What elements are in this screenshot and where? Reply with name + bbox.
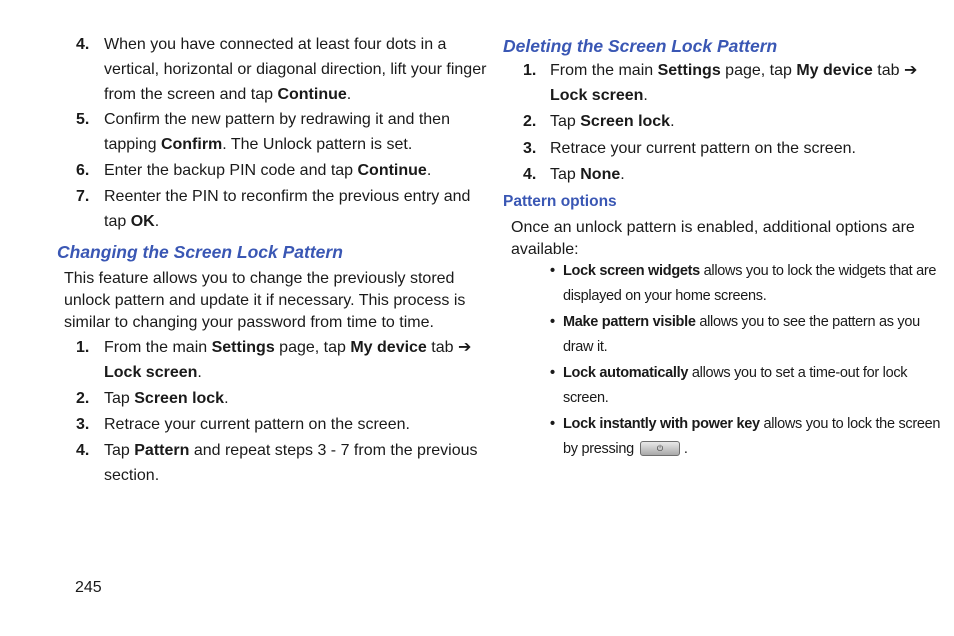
step-number: 5. xyxy=(76,111,90,128)
step-number: 4. xyxy=(76,36,90,53)
paragraph-line: similar to changing your password from time to time. xyxy=(64,314,434,331)
bold-term: Lock screen xyxy=(104,364,198,381)
text-run: allows you to set a time-out for lock xyxy=(688,365,908,381)
text-run: . xyxy=(620,166,625,183)
bold-term: Make pattern visible xyxy=(563,314,696,330)
step-text-line xyxy=(550,136,856,161)
step-number: 1. xyxy=(523,62,537,79)
bold-term: OK xyxy=(130,213,155,230)
step-number: 3. xyxy=(76,416,90,433)
text-run: . xyxy=(670,113,675,130)
text-run: tab ➔ xyxy=(872,62,918,79)
step-text-line xyxy=(550,109,675,134)
bold-term: My device xyxy=(350,339,427,356)
text-run: tab ➔ xyxy=(426,339,472,356)
bullet-icon: • xyxy=(550,314,555,330)
option-text-line xyxy=(563,361,907,386)
step-text-line xyxy=(104,209,159,234)
text-run: displayed on your home screens. xyxy=(563,288,767,304)
changing-pattern-heading: Changing the Screen Lock Pattern xyxy=(57,242,343,262)
step-text-line xyxy=(550,162,625,187)
step-number: 2. xyxy=(523,113,537,130)
text-run: From the main xyxy=(104,339,212,356)
text-run: screen. xyxy=(563,390,609,406)
text-run: page, tap xyxy=(274,339,351,356)
text-run: Tap xyxy=(550,166,581,183)
text-run: allows you to lock the widgets that are xyxy=(699,263,937,279)
text-run: Retrace your current pattern on the screen. xyxy=(104,416,410,433)
option-text-line xyxy=(563,386,608,411)
option-text-line xyxy=(563,437,688,462)
text-run: Reenter the PIN to reconfirm the previous entry and xyxy=(104,188,471,205)
bullet-icon: • xyxy=(550,365,555,381)
bold-term: My device xyxy=(796,62,873,79)
power-symbol-icon: ⏻ xyxy=(656,443,663,453)
paragraph-line: available: xyxy=(511,241,579,258)
text-run: and repeat steps 3 - 7 from the previous xyxy=(189,442,478,459)
text-run: . xyxy=(346,86,352,103)
text-run: . xyxy=(643,87,648,104)
bold-term: Screen lock xyxy=(580,113,671,130)
option-text-line xyxy=(563,284,767,309)
step-number: 2. xyxy=(76,390,90,407)
text-run: page, tap xyxy=(720,62,797,79)
paragraph-line: This feature allows you to change the previously stored xyxy=(64,270,455,287)
step-text-line xyxy=(104,412,410,437)
step-text-line xyxy=(104,386,229,411)
option-text-line xyxy=(563,310,920,335)
text-run: tap xyxy=(104,213,131,230)
bullet-icon: • xyxy=(550,416,555,432)
option-text-line xyxy=(563,412,940,437)
bold-term: Continue xyxy=(277,86,347,103)
step-text-line xyxy=(104,438,478,463)
step-number: 4. xyxy=(76,442,90,459)
bold-term: Lock screen widgets xyxy=(563,263,700,279)
text-run: . xyxy=(224,390,229,407)
text-run: from the screen and tap xyxy=(104,86,278,103)
step-text-line xyxy=(104,184,470,209)
step-text-line xyxy=(104,82,351,107)
step-number: 6. xyxy=(76,162,90,179)
text-run: section. xyxy=(104,467,160,484)
text-run: . xyxy=(683,441,688,457)
step-text-line xyxy=(104,132,412,157)
step-number: 3. xyxy=(523,140,537,157)
bold-term: Screen lock xyxy=(134,390,225,407)
step-number: 7. xyxy=(76,188,90,205)
step-text-line xyxy=(104,107,450,132)
step-text-line xyxy=(104,32,446,57)
text-run: When you have connected at least four dots in a xyxy=(104,36,447,53)
text-run: . The Unlock pattern is set. xyxy=(222,136,413,153)
text-run: allows you to see the pattern as you xyxy=(695,314,920,330)
step-text-line xyxy=(104,335,471,360)
step-text-line xyxy=(550,83,648,108)
paragraph-line: Once an unlock pattern is enabled, additional options are xyxy=(511,219,915,236)
bold-term: Lock screen xyxy=(550,87,644,104)
paragraph-line: unlock pattern and update it if necessary. This process is xyxy=(64,292,466,309)
text-run: draw it. xyxy=(563,339,608,355)
step-number: 4. xyxy=(523,166,537,183)
text-run: . xyxy=(426,162,432,179)
bold-term: Settings xyxy=(211,339,275,356)
text-run: Tap xyxy=(104,442,135,459)
text-run: Tap xyxy=(104,390,135,407)
bold-term: Continue xyxy=(357,162,427,179)
power-key-icon xyxy=(640,441,680,456)
step-text-line xyxy=(104,360,202,385)
bold-term: Confirm xyxy=(160,136,223,153)
page-number: 245 xyxy=(75,579,102,596)
text-run: tapping xyxy=(104,136,161,153)
deleting-pattern-heading: Deleting the Screen Lock Pattern xyxy=(503,36,778,56)
text-run: allows you to lock the screen xyxy=(759,416,941,432)
step-text-line xyxy=(104,463,159,488)
bold-term: Pattern xyxy=(134,442,190,459)
bold-term: None xyxy=(580,166,621,183)
bold-term: Settings xyxy=(657,62,721,79)
bold-term: Lock instantly with power key xyxy=(563,416,760,432)
text-run: Retrace your current pattern on the screen. xyxy=(550,140,856,157)
step-text-line xyxy=(104,57,486,82)
option-text-line xyxy=(563,335,607,360)
step-number: 1. xyxy=(76,339,90,356)
text-run: by pressing xyxy=(563,441,634,457)
text-run: Confirm the new pattern by redrawing it and then xyxy=(104,111,450,128)
text-run: Enter the backup PIN code and tap xyxy=(104,162,358,179)
text-run: From the main xyxy=(550,62,658,79)
text-run: . xyxy=(154,213,160,230)
step-text-line xyxy=(550,58,917,83)
pattern-options-heading: Pattern options xyxy=(503,193,617,210)
text-run: vertical, horizontal or diagonal direction, lift your finger xyxy=(104,61,487,78)
text-run: . xyxy=(197,364,202,381)
step-text-line xyxy=(104,158,431,183)
bold-term: Lock automatically xyxy=(563,365,689,381)
option-text-line xyxy=(563,259,936,284)
bullet-icon: • xyxy=(550,263,555,279)
text-run: Tap xyxy=(550,113,581,130)
